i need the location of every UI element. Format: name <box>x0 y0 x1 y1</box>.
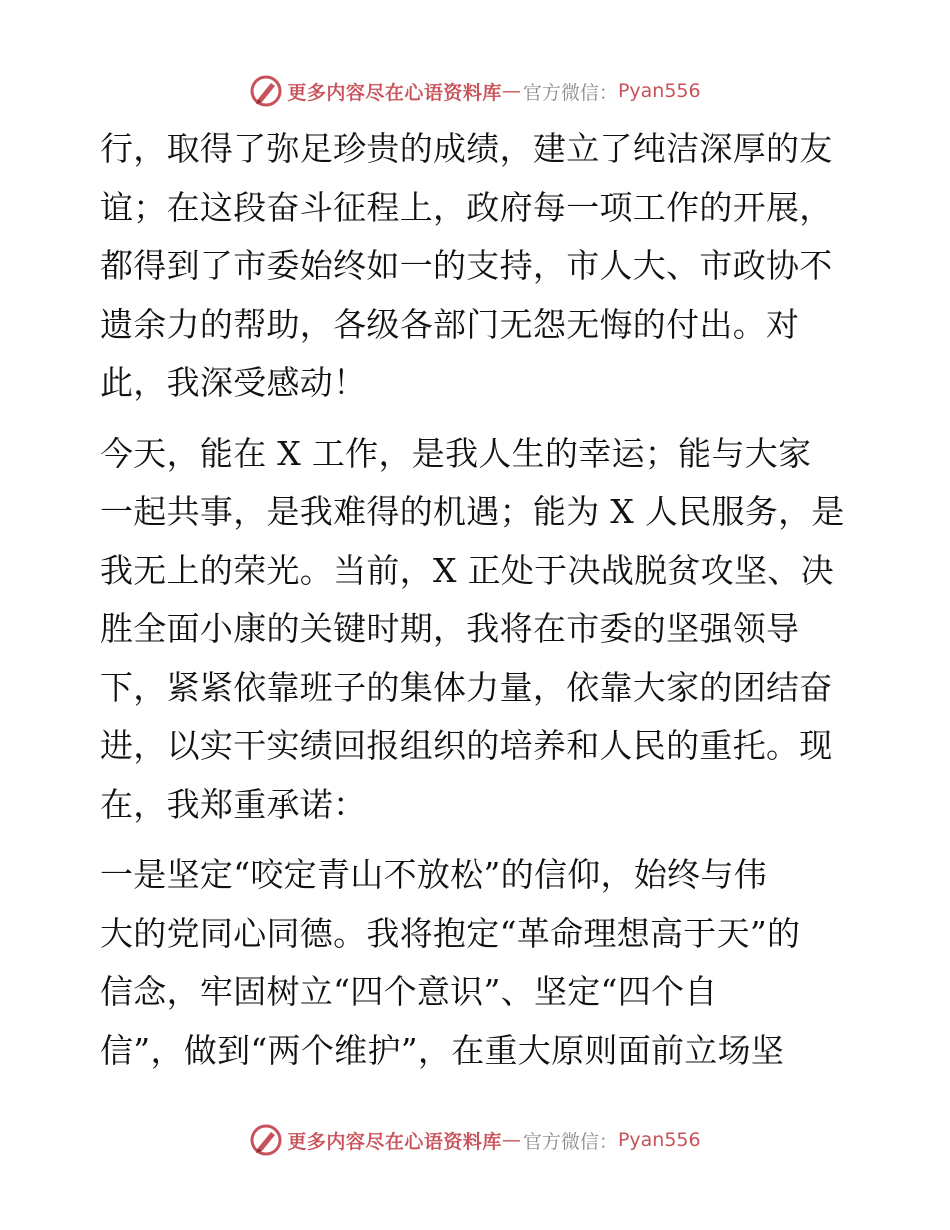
watermark-official-label: 官方微信： <box>522 1130 618 1153</box>
text-line: 谊；在这段奋斗征程上，政府每一项工作的开展， <box>100 187 833 227</box>
text-line: 大的党同心同德。我将抱定“革命理想高于天”的 <box>100 913 801 953</box>
text-line: 在，我郑重承诺： <box>100 784 367 824</box>
text-line: 信”，做到“两个维护”，在重大原则面前立场坚 <box>100 1030 785 1070</box>
paragraph-3 <box>100 846 850 1080</box>
text-line: 进，以实干实绩回报组织的培养和人民的重托。现 <box>100 726 833 765</box>
text-line: 胜全面小康的关键时期，我将在市委的坚强领导 <box>100 609 800 648</box>
text-line: 都得到了市委始终如一的支持，市人大、市政协不 <box>100 246 833 285</box>
text-line: 遗余力的帮助，各级各部门无怨无悔的付出。对 <box>100 304 800 344</box>
text-line: 行，取得了弥足珍贵的成绩，建立了纯洁深厚的友 <box>100 129 833 168</box>
watermark-official-label: 官方微信： <box>522 81 618 104</box>
watermark-header <box>0 71 950 111</box>
paragraph-1 <box>100 120 850 413</box>
watermark-account: Pyan556 <box>617 80 701 102</box>
text-line: 此，我深受感动！ <box>100 363 367 402</box>
watermark-separator: — <box>501 80 521 102</box>
paragraph-2 <box>100 425 850 835</box>
pen-logo-icon <box>249 74 283 108</box>
watermark-separator: — <box>501 1129 521 1151</box>
watermark-account: Pyan556 <box>617 1129 701 1151</box>
text-line: 一是坚定“咬定青山不放松”的信仰，始终与伟 <box>100 855 768 894</box>
text-line: 一起共事，是我难得的机遇；能为 X 人民服务，是 <box>100 492 845 531</box>
watermark-main-text: 更多内容尽在心语资料库 <box>287 1130 502 1153</box>
pen-logo-icon <box>249 1123 283 1157</box>
text-line: 我无上的荣光。当前，X 正处于决战脱贫攻坚、决 <box>100 550 834 590</box>
text-line: 信念，牢固树立“四个意识”、坚定“四个自 <box>100 972 718 1011</box>
text-line: 今天，能在 X 工作，是我人生的幸运；能与大家 <box>100 433 812 473</box>
watermark-footer <box>0 1120 950 1160</box>
watermark-main-text: 更多内容尽在心语资料库 <box>287 81 502 104</box>
document-body <box>100 120 850 1080</box>
text-line: 下，紧紧依靠班子的集体力量，依靠大家的团结奋 <box>100 667 833 707</box>
